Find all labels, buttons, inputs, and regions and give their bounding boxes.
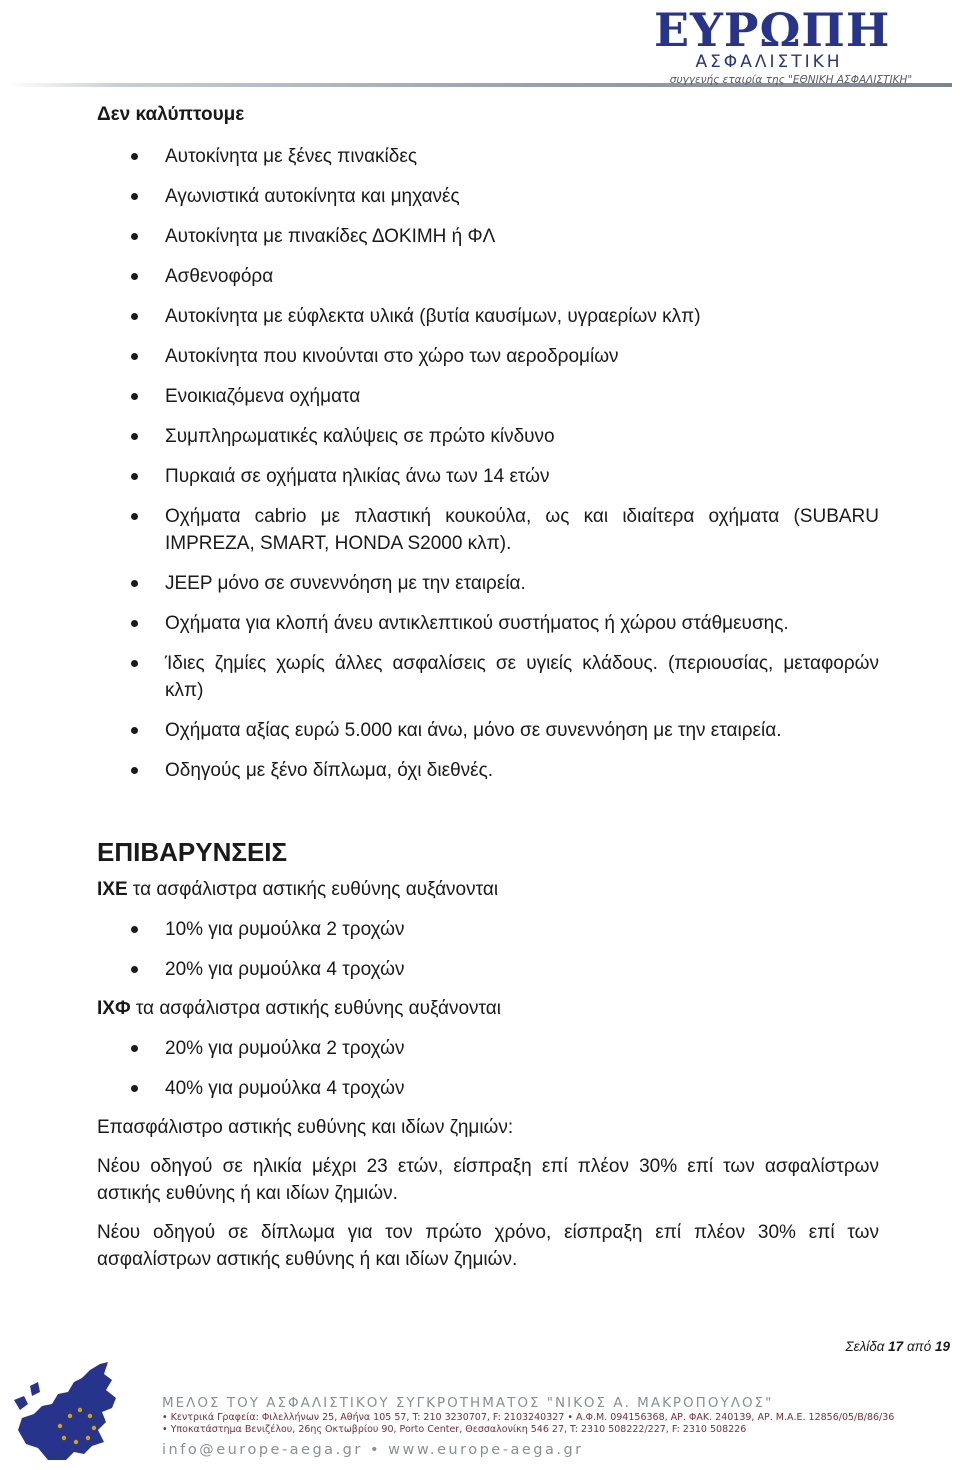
ixf-label: ΙΧΦ <box>97 998 131 1019</box>
list-item: 40% για ρυμούλκα 4 τροχών <box>97 1075 879 1102</box>
ixf-line <box>97 995 879 1022</box>
footer-info <box>162 1394 952 1461</box>
ixe-line <box>97 876 879 903</box>
footer-contact-line: info@europe-aega.gr • www.europe-aega.gr <box>162 1442 584 1458</box>
logo-title: ΕΥΡΩΠΗ <box>654 3 891 57</box>
list-item: 20% για ρυμούλκα 2 τροχών <box>97 1035 879 1062</box>
list-item: Οχήματα για κλοπή άνευ αντικλεπτικού συστήματος ή χώρου στάθμευσης. <box>97 610 879 637</box>
company-logo <box>626 4 956 94</box>
list-item: Αυτοκίνητα με ξένες πινακίδες <box>97 143 879 170</box>
page-middle: από <box>903 1339 935 1354</box>
page-number <box>846 1339 950 1354</box>
surcharges-heading: ΕΠΙΒΑΡΥΝΣΕΙΣ <box>97 837 288 867</box>
logo-tagline: συγγενής εταιρία της "ΕΘΝΙΚΗ ΑΣΦΑΛΙΣΤΙΚΗ" <box>669 74 913 86</box>
new-license-paragraph: Νέου οδηγού σε δίπλωμα για τον πρώτο χρόνο, είσπραξη επί πλέον 30% επί των ασφαλίστρων αστικής ευθύνης ή και ιδίων ζημιών. <box>97 1222 879 1270</box>
list-item: JEEP μόνο σε συνεννόηση με την εταιρεία. <box>97 570 879 597</box>
footer-address-2: • Υποκατάστημα Βενιζέλου, 26ης Οκτωβρίου 90, Porto Center, Θεσσαλονίκη 546 27, T: 2310 508222/227, F: 2310 508226 <box>162 1424 747 1435</box>
ixe-label: ΙΧΕ <box>97 879 128 900</box>
europe-map-icon <box>8 1356 146 1468</box>
ixf-list <box>97 1035 879 1102</box>
ixf-text: τα ασφάλιστρα αστικής ευθύνης αυξάνονται <box>130 998 501 1019</box>
list-item: 10% για ρυμούλκα 2 τροχών <box>97 916 879 943</box>
ixe-text: τα ασφάλιστρα αστικής ευθύνης αυξάνονται <box>127 879 499 900</box>
list-item: Αυτοκίνητα που κινούνται στο χώρο των αεροδρομίων <box>97 343 879 370</box>
logo-subtitle: ΑΣΦΑΛΙΣΤΙΚΗ <box>695 52 843 72</box>
list-item: Οδηγούς με ξένο δίπλωμα, όχι διεθνές. <box>97 757 879 784</box>
list-item: Οχήματα αξίας ευρώ 5.000 και άνω, μόνο σε συνεννόηση με την εταιρεία. <box>97 717 879 744</box>
insurable-line: Επασφάλιστρο αστικής ευθύνης και ιδίων ζημιών: <box>97 1117 514 1138</box>
list-item: Ίδιες ζημίες χωρίς άλλες ασφαλίσεις σε υγιείς κλάδους. (περιουσίας, μεταφορών κλπ) <box>97 650 879 704</box>
young-driver-paragraph: Νέου οδηγού σε ηλικία μέχρι 23 ετών, είσπραξη επί πλέον 30% επί των ασφαλίστρων αστικής ευθύνης ή και ιδίων ζημιών. <box>97 1156 879 1204</box>
list-item: Οχήματα cabrio με πλαστική κουκούλα, ως και ιδιαίτερα οχήματα (SUBARU IMPREZA, SMART, HONDA S2000 κλπ). <box>97 503 879 557</box>
ixe-list <box>97 916 879 983</box>
not-covered-list <box>97 143 879 784</box>
list-item: Ενοικιαζόμενα οχήματα <box>97 383 879 410</box>
list-item: Συμπληρωματικές καλύψεις σε πρώτο κίνδυνο <box>97 423 879 450</box>
page-total: 19 <box>934 1339 950 1354</box>
not-covered-heading: Δεν καλύπτουμε <box>97 104 245 125</box>
list-item: 20% για ρυμούλκα 4 τροχών <box>97 956 879 983</box>
list-item: Πυρκαιά σε οχήματα ηλικίας άνω των 14 ετών <box>97 463 879 490</box>
list-item: Αγωνιστικά αυτοκίνητα και μηχανές <box>97 183 879 210</box>
list-item: Αυτοκίνητα με πινακίδες ΔΟΚΙΜΗ ή ΦΛ <box>97 223 879 250</box>
page-prefix: Σελίδα <box>845 1339 889 1354</box>
footer-address-1: • Κεντρικά Γραφεία: Φιλελλήνων 25, Αθήνα 105 57, T: 210 3230707, F: 2103240327 • Α.Φ.Μ. 094156368, ΑΡ. ΦΑΚ. 240139, ΑΡ. Μ.Α.Ε. 12856/05/Β/86/36 <box>162 1412 895 1423</box>
list-item: Ασθενοφόρα <box>97 263 879 290</box>
document-body <box>97 100 879 1273</box>
list-item: Αυτοκίνητα με εύφλεκτα υλικά (βυτία καυσίμων, υγραερίων κλπ) <box>97 303 879 330</box>
footer-member-line: ΜΕΛΟΣ ΤΟΥ ΑΣΦΑΛΙΣΤΙΚΟΥ ΣΥΓΚΡΟΤΗΜΑΤΟΣ "ΝΙΚΟΣ Α. ΜΑΚΡΟΠΟΥΛΟΣ" <box>162 1395 774 1411</box>
page-current: 17 <box>888 1339 904 1354</box>
